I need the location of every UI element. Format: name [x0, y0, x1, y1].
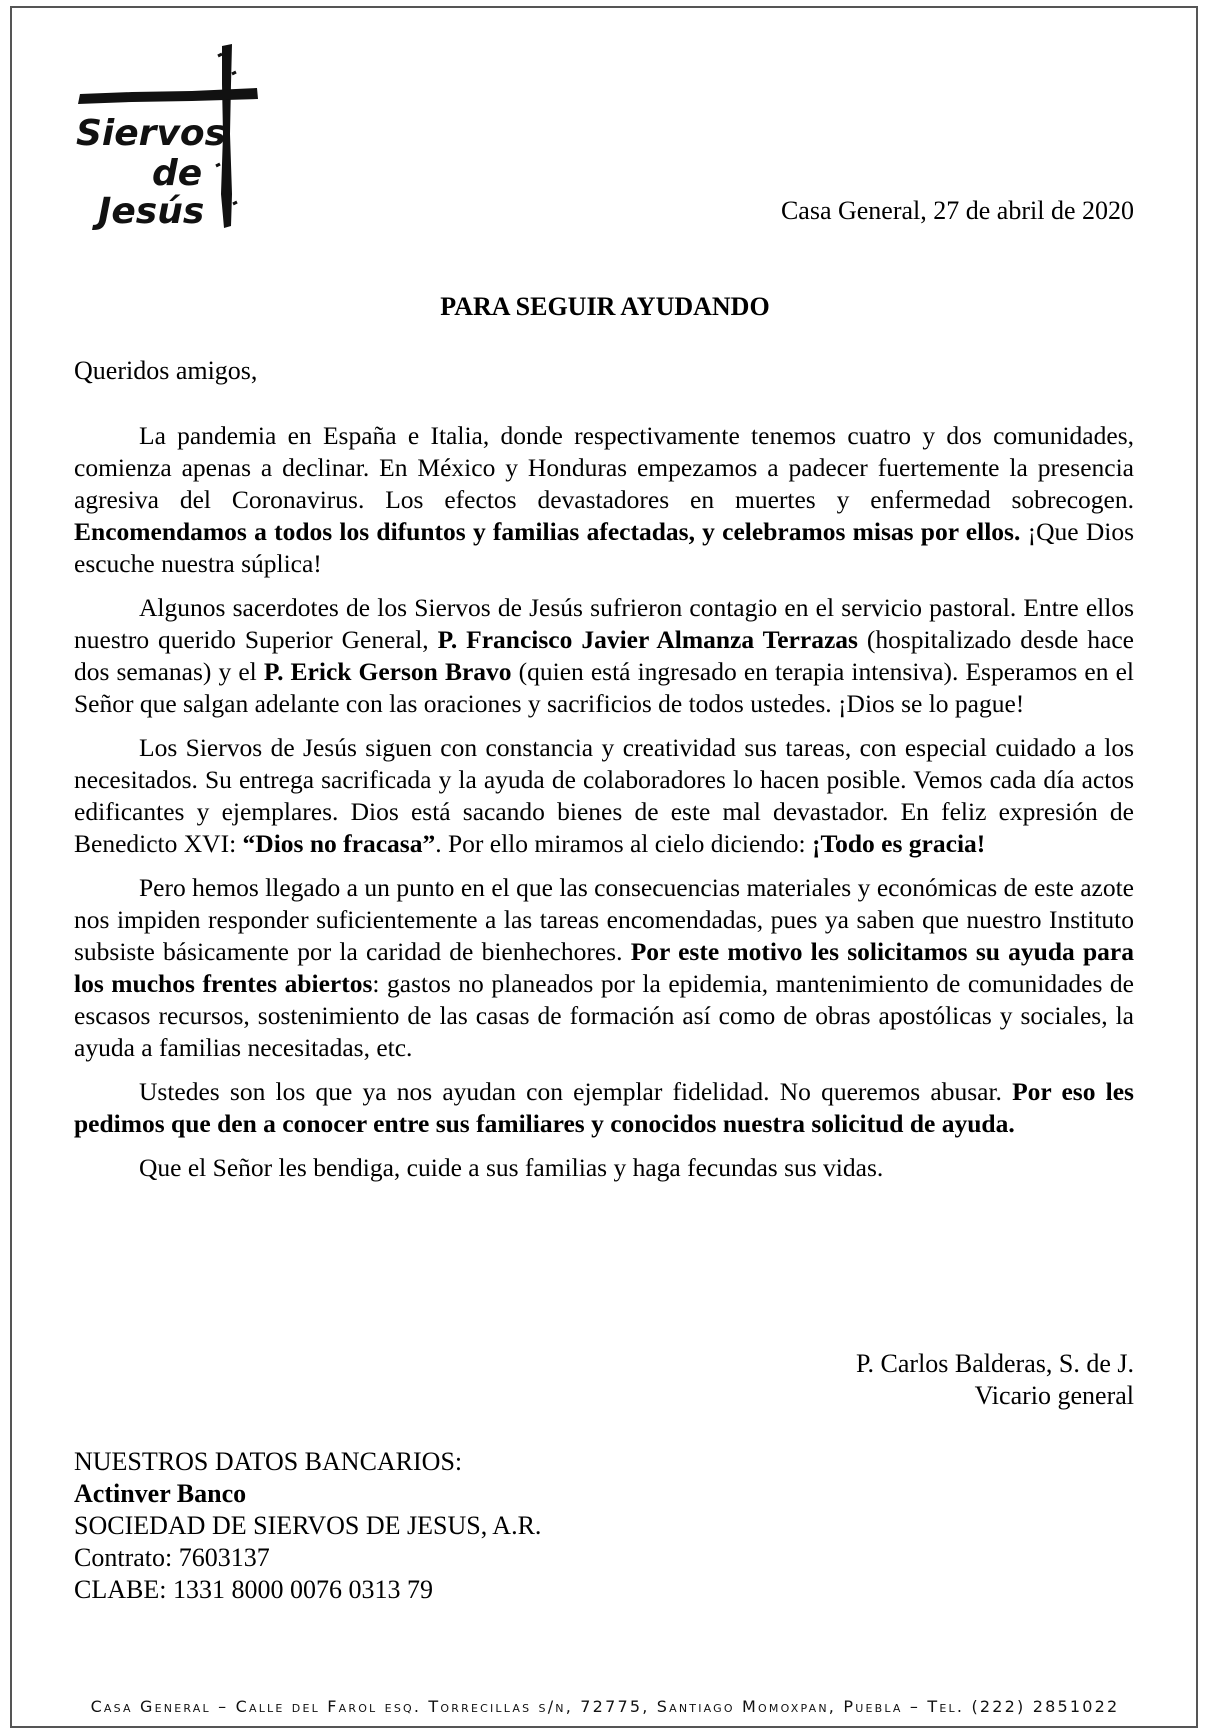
account-holder: SOCIEDAD DE SIERVOS DE JESUS, A.R. [74, 1511, 542, 1540]
p4-text-end: : gastos no planeados por la epidemia, mantenimiento de comunidades de escasos recursos, sostenimiento de las casas de formación así como de obras apostólicas y sociales, la ayuda a familias necesitadas, etc. [74, 969, 1134, 1062]
p1-text-end: ¡Que Dios escuche nuestra súplica! [74, 517, 1134, 578]
p5-bold: Por eso les pedimos que den a conocer entre sus familiares y conocidos nuestra solicitud de ayuda. [74, 1077, 1134, 1138]
contract-number: Contrato: 7603137 [74, 1543, 270, 1572]
p3-text: Los Siervos de Jesús siguen con constancia y creatividad sus tareas, con especial cuidado a los necesitados. Su entrega sacrificada y la ayuda de colaboradores lo hacen posible. Vemos cada día actos edificantes y ejemplares. Dios está sacando bienes de este mal devastador. En feliz expresión de Benedicto XVI: [74, 733, 1134, 858]
p3-bold-quote: “Dios no fracasa” [242, 829, 436, 858]
p3-bold-end: ¡Todo es gracia! [811, 829, 986, 858]
paragraph-4 [74, 872, 1134, 1064]
logo-word-jesus: Jesús [98, 191, 205, 232]
letter-body [74, 420, 1134, 1196]
footer-address: Casa General – Calle del Farol esq. Torrecillas s/n, 72775, Santiago Momoxpan, Puebla – Tel. (222) 2851022 [90, 1697, 1120, 1716]
letter-title: PARA SEGUIR AYUDANDO [440, 292, 770, 321]
p4-text: Pero hemos llegado a un punto en el que las consecuencias materiales y económicas de este azote nos impiden responder suficientemente a las tareas encomendadas, pues ya saben que nuestro Instituto subsiste básicamente por la caridad de bienhechores. [74, 873, 1134, 966]
signature-role: Vicario general [974, 1381, 1134, 1410]
clabe-number: CLABE: 1331 8000 0076 0313 79 [74, 1575, 433, 1604]
bank-details [74, 1446, 541, 1606]
p3-text-mid: . Por ello miramos al cielo diciendo: [435, 829, 812, 858]
siervos-de-jesus-logo [72, 44, 267, 234]
paragraph-1 [74, 420, 1134, 580]
letter-date: Casa General, 27 de abril de 2020 [780, 196, 1134, 225]
logo-word-de: de [152, 153, 203, 194]
paragraph-3 [74, 732, 1134, 860]
bank-name: Actinver Banco [74, 1479, 247, 1508]
p2-text: Algunos sacerdotes de los Siervos de Jesús sufrieron contagio en el servicio pastoral. Entre ellos nuestro querido Superior General, [74, 593, 1134, 654]
paragraph-6: Que el Señor les bendiga, cuide a sus familias y haga fecundas sus vidas. [139, 1153, 884, 1182]
logo-word-siervos: Siervos [76, 113, 227, 154]
p5-text: Ustedes son los que ya nos ayudan con ejemplar fidelidad. No queremos abusar. [139, 1077, 1013, 1106]
p2-bold-name-1: P. Francisco Javier Almanza Terrazas [437, 625, 858, 654]
p2-bold-name-2: P. Erick Gerson Bravo [263, 657, 512, 686]
signature-name: P. Carlos Balderas, S. de J. [855, 1349, 1134, 1378]
paragraph-5 [74, 1076, 1134, 1140]
p1-text: La pandemia en España e Italia, donde respectivamente tenemos cuatro y dos comunidades, comienza apenas a declinar. En México y Honduras empezamos a padecer fuertemente la presencia agresiva del Coronavirus. Los efectos devastadores en muertes y enfermedad sobrecogen. [74, 421, 1134, 514]
p2-text-end: (quien está ingresado en terapia intensiva). Esperamos en el Señor que salgan adelante con las oraciones y sacrificios de todos ustedes. ¡Dios se lo pague! [74, 657, 1134, 718]
p1-bold: Encomendamos a todos los difuntos y familias afectadas, y celebramos misas por ellos. [74, 517, 1021, 546]
bank-heading: NUESTROS DATOS BANCARIOS: [74, 1447, 463, 1476]
p4-bold: Por este motivo les solicitamos su ayuda para los muchos frentes abiertos [74, 937, 1134, 998]
signature-block [856, 1348, 1134, 1412]
paragraph-2 [74, 592, 1134, 720]
p2-text-mid: (hospitalizado desde hace dos semanas) y el [74, 625, 1134, 686]
greeting: Queridos amigos, [74, 356, 258, 385]
